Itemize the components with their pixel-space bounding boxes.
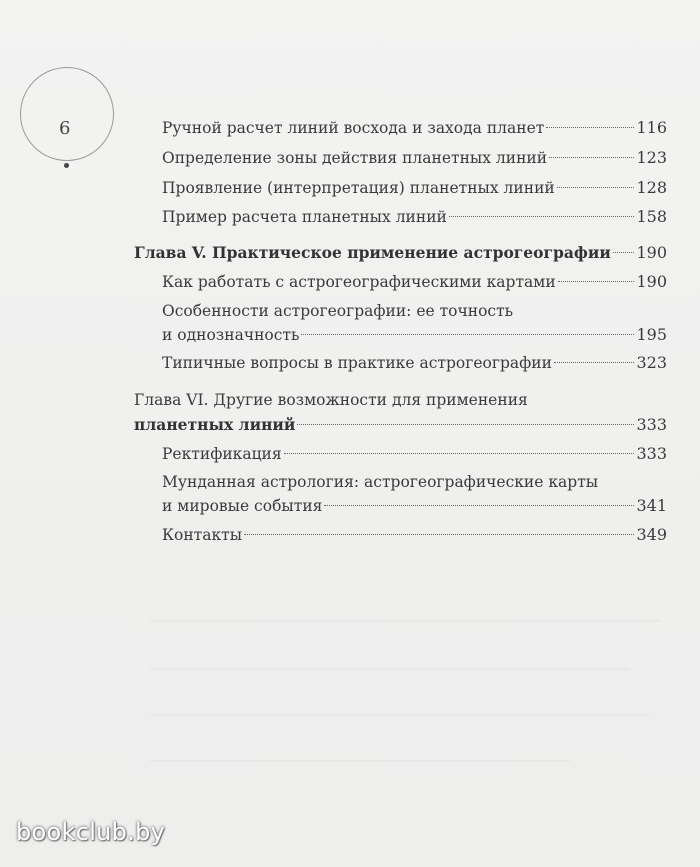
toc-entry-page: 128 xyxy=(636,178,667,197)
bleed-through-line xyxy=(150,620,660,622)
toc-entry[interactable] xyxy=(162,175,667,201)
toc-entry-page: 195 xyxy=(636,325,667,344)
dot-leader xyxy=(244,534,634,535)
toc-entry-title: Ручной расчет линий восхода и захода планет xyxy=(162,119,545,137)
toc-entry-page: 323 xyxy=(636,353,667,372)
toc-entry[interactable] xyxy=(162,322,667,348)
toc-entry-title: и однозначность xyxy=(162,326,300,344)
page-number: 6 xyxy=(59,118,71,139)
toc-entry-title: Как работать с астрогеографическими картами xyxy=(162,273,556,291)
toc-entry-page: 333 xyxy=(636,415,667,434)
toc-entry[interactable] xyxy=(162,441,667,467)
dot-leader xyxy=(613,252,635,253)
dot-leader xyxy=(549,157,634,158)
toc-entry[interactable] xyxy=(162,204,667,230)
toc-entry-title-line1: Особенности астрогеографии: ее точность xyxy=(162,302,514,320)
toc-entry-title: Контакты xyxy=(162,526,243,544)
dot-leader xyxy=(324,505,634,506)
toc-entry[interactable] xyxy=(162,350,667,376)
toc-chapter[interactable] xyxy=(134,240,667,266)
toc-entry-title: Проявление (интерпретация) планетных линий xyxy=(162,179,555,197)
watermark-logo: bookclub.by xyxy=(16,818,166,846)
toc-entry-title: Ректификация xyxy=(162,445,282,463)
toc-chapter[interactable] xyxy=(134,412,667,438)
toc-entry-title: Пример расчета планетных линий xyxy=(162,208,447,226)
toc-entry[interactable] xyxy=(162,493,667,519)
bleed-through-line xyxy=(150,714,650,716)
toc-entry[interactable] xyxy=(162,269,667,295)
toc-chapter-title-line1: Глава VI. Другие возможности для применения xyxy=(134,391,528,409)
toc-entry-page: 190 xyxy=(636,272,667,291)
dot-leader xyxy=(284,453,635,454)
decorative-dot xyxy=(64,163,69,168)
dot-leader xyxy=(301,334,634,335)
dot-leader xyxy=(558,281,635,282)
toc-chapter-title: Глава V. Практическое применение астрогеографии xyxy=(134,243,611,262)
toc-entry-page: 333 xyxy=(636,444,667,463)
bleed-through-line xyxy=(150,760,570,762)
toc-entry-title: и мировые события xyxy=(162,497,323,515)
dot-leader xyxy=(449,216,635,217)
toc-entry[interactable] xyxy=(162,145,667,171)
toc-entry[interactable] xyxy=(162,522,667,548)
dot-leader xyxy=(546,127,634,128)
toc-entry-page: 349 xyxy=(636,525,667,544)
dot-leader xyxy=(554,362,635,363)
dot-leader xyxy=(557,187,635,188)
toc-entry-page: 116 xyxy=(636,118,667,137)
toc-entry-page: 190 xyxy=(636,243,667,262)
toc-entry-page: 123 xyxy=(636,148,667,167)
toc-entry-title: Определение зоны действия планетных линий xyxy=(162,149,548,167)
page-number-circle xyxy=(20,67,114,161)
toc-entry[interactable] xyxy=(162,115,667,141)
toc-entry-title-line1: Мунданная астрология: астрогеографические карты xyxy=(162,473,599,491)
bleed-through-line xyxy=(150,668,630,670)
toc-entry-page: 341 xyxy=(636,496,667,515)
toc-entry-page: 158 xyxy=(636,207,667,226)
dot-leader xyxy=(297,424,634,425)
toc-chapter-title: планетных линий xyxy=(134,415,296,434)
toc-entry-title: Типичные вопросы в практике астрогеографии xyxy=(162,354,552,372)
